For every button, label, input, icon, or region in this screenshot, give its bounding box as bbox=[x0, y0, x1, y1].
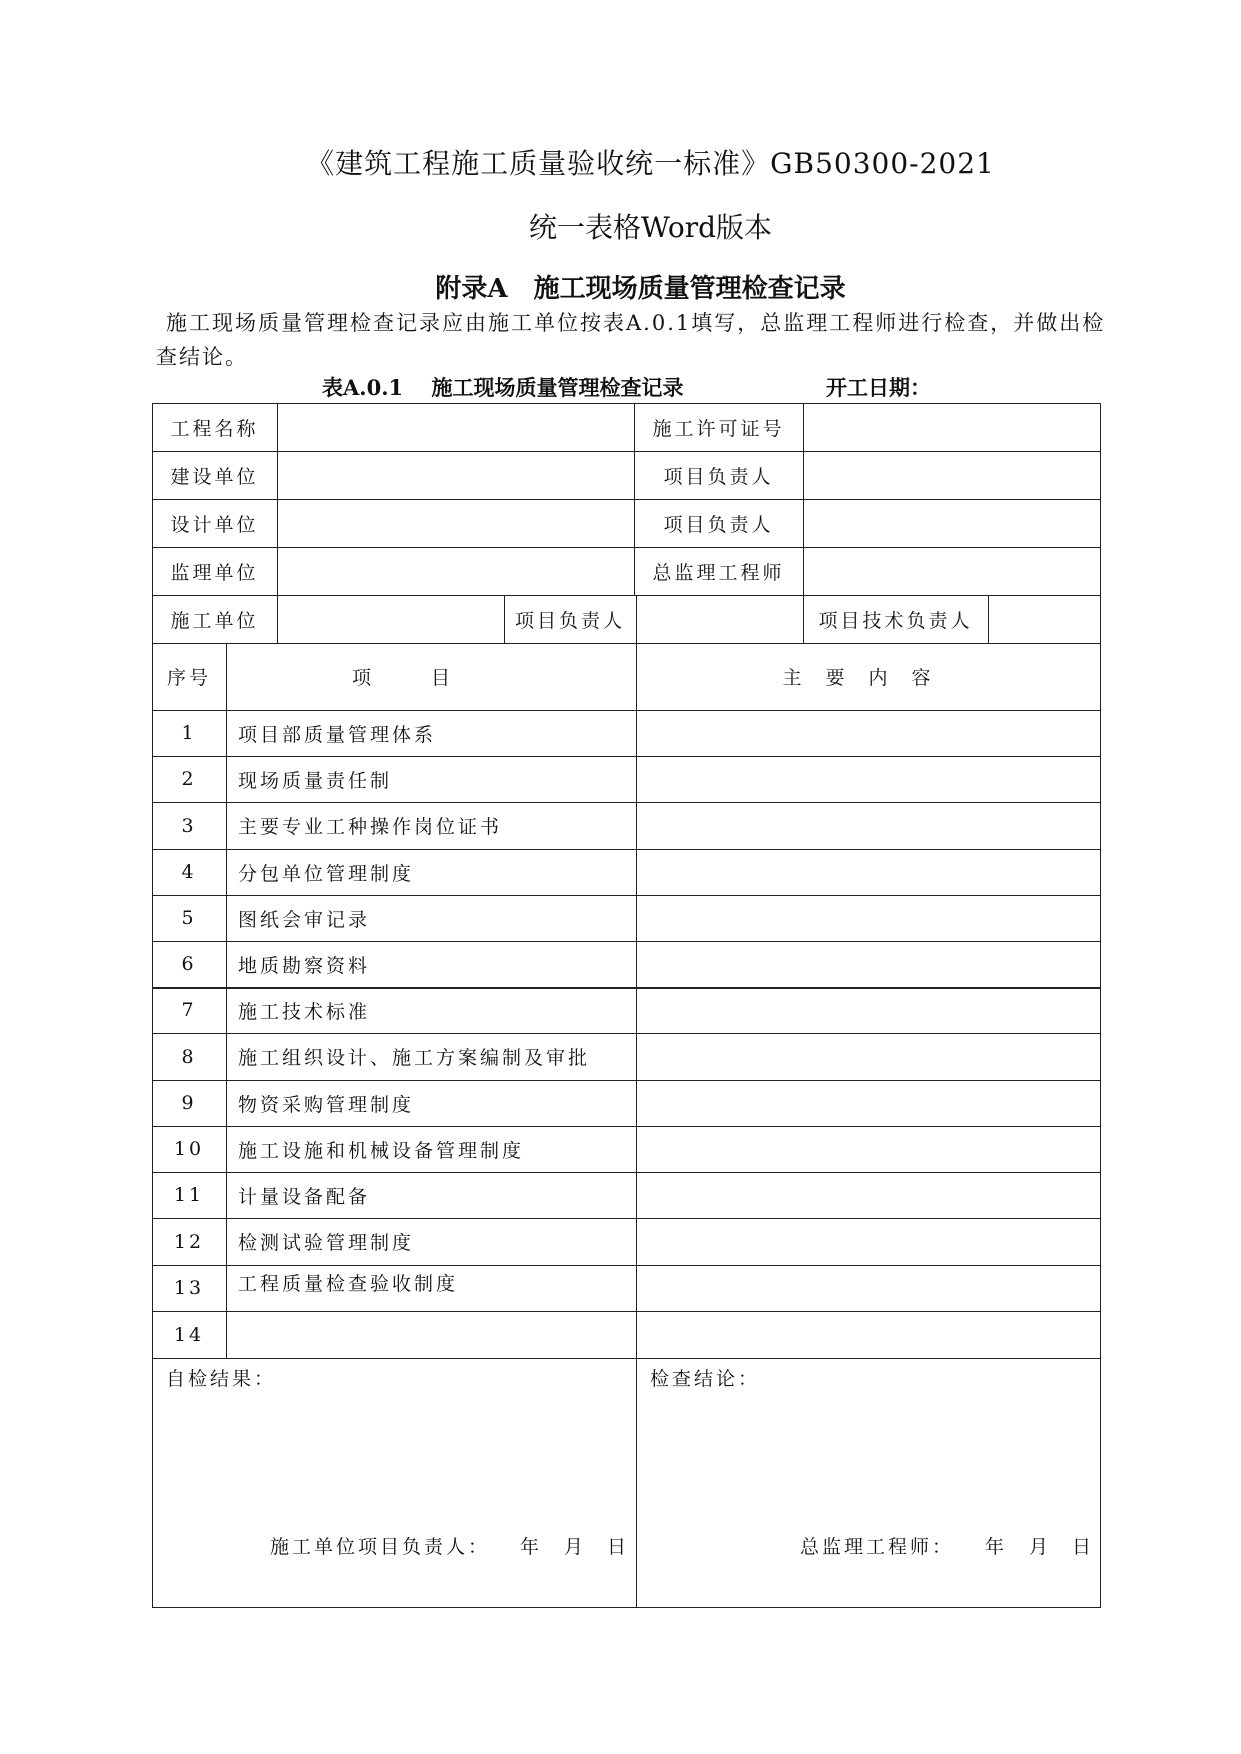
row-item: 计量设备配备 bbox=[238, 1185, 371, 1208]
label-construction-unit: 施工单位 bbox=[170, 609, 259, 632]
intro-paragraph: 施工现场质量管理检查记录应由施工单位按表A.0.1填写，总监理工程师进行检查，并做出检查结论。 bbox=[156, 311, 1106, 369]
row-no: 3 bbox=[181, 814, 197, 837]
col-header-no: 序号 bbox=[166, 667, 211, 689]
row-item: 现场质量责任制 bbox=[238, 769, 393, 792]
value-tech-lead[interactable] bbox=[988, 595, 1101, 643]
row-no: 11 bbox=[173, 1184, 205, 1206]
contractor-day: 日 bbox=[607, 1536, 630, 1558]
value-construction-unit[interactable] bbox=[277, 595, 504, 643]
row-item: 施工组织设计、施工方案编制及审批 bbox=[238, 1047, 591, 1069]
value-design-pm[interactable] bbox=[803, 499, 1101, 547]
row-no: 12 bbox=[173, 1230, 205, 1253]
row-item: 施工技术标准 bbox=[238, 1000, 371, 1023]
row-item: 物资采购管理制度 bbox=[238, 1093, 415, 1116]
row-content[interactable] bbox=[636, 802, 1101, 849]
row-no: 6 bbox=[181, 953, 197, 975]
label-design-unit: 设计单位 bbox=[170, 513, 259, 536]
row-no: 7 bbox=[181, 999, 197, 1021]
value-project-name[interactable] bbox=[277, 403, 634, 451]
col-header-item: 项目 bbox=[351, 667, 510, 689]
row-content[interactable] bbox=[636, 1126, 1101, 1172]
label-design-pm: 项目负责人 bbox=[663, 513, 774, 536]
row-item: 工程质量检查验收制度 bbox=[238, 1272, 459, 1295]
table-caption: 表A.0.1 施工现场质量管理检查记录 bbox=[322, 375, 684, 400]
row-content[interactable] bbox=[636, 849, 1101, 895]
self-check-label: 自检结果： bbox=[166, 1368, 277, 1390]
value-owner-unit[interactable] bbox=[277, 451, 634, 499]
row-item: 主要专业工种操作岗位证书 bbox=[238, 816, 503, 838]
conclusion-label: 检查结论： bbox=[650, 1368, 761, 1390]
col-header-content: 主要内容 bbox=[782, 667, 955, 689]
row-item: 地质勘察资料 bbox=[238, 954, 371, 977]
row-content[interactable] bbox=[636, 1265, 1101, 1311]
row-item: 分包单位管理制度 bbox=[238, 862, 415, 885]
document-title: 《建筑工程施工质量验收统一标准》GB50300-2021 bbox=[306, 147, 995, 180]
value-owner-pm[interactable] bbox=[803, 451, 1101, 499]
contractor-year: 年 bbox=[520, 1536, 543, 1558]
label-project-name: 工程名称 bbox=[170, 417, 259, 440]
row-no: 2 bbox=[181, 768, 197, 790]
label-permit-no: 施工许可证号 bbox=[652, 417, 785, 440]
appendix-title: 附录A 施工现场质量管理检查记录 bbox=[435, 274, 846, 304]
row-item: 检测试验管理制度 bbox=[238, 1232, 415, 1254]
value-supervision-unit[interactable] bbox=[277, 547, 634, 595]
row-item bbox=[226, 1311, 636, 1358]
label-tech-lead: 项目技术负责人 bbox=[818, 609, 973, 632]
row-content[interactable] bbox=[636, 941, 1101, 987]
chief-year: 年 bbox=[985, 1536, 1008, 1558]
row-no: 9 bbox=[181, 1092, 197, 1114]
row-no: 4 bbox=[181, 861, 197, 883]
row-item: 施工设施和机械设备管理制度 bbox=[238, 1139, 525, 1162]
label-construction-pm: 项目负责人 bbox=[514, 609, 625, 632]
row-content[interactable] bbox=[636, 1218, 1101, 1265]
row-item: 图纸会审记录 bbox=[238, 908, 371, 931]
chief-day: 日 bbox=[1072, 1536, 1095, 1558]
row-no: 14 bbox=[173, 1323, 205, 1346]
row-content[interactable] bbox=[636, 1033, 1101, 1080]
label-supervision-unit: 监理单位 bbox=[170, 561, 259, 584]
row-content[interactable] bbox=[636, 987, 1101, 1033]
row-no: 1 bbox=[181, 722, 197, 744]
label-chief-engineer: 总监理工程师 bbox=[652, 561, 785, 584]
row-item: 项目部质量管理体系 bbox=[238, 723, 437, 746]
value-construction-pm[interactable] bbox=[636, 595, 803, 643]
value-chief-engineer[interactable] bbox=[803, 547, 1101, 595]
value-design-unit[interactable] bbox=[277, 499, 634, 547]
label-owner-unit: 建设单位 bbox=[170, 465, 259, 488]
row-content[interactable] bbox=[636, 1311, 1101, 1358]
contractor-signature-label: 施工单位项目负责人： bbox=[270, 1536, 491, 1558]
row-no: 13 bbox=[173, 1277, 205, 1299]
row-content[interactable] bbox=[636, 1080, 1101, 1126]
row-content[interactable] bbox=[636, 1172, 1101, 1218]
row-content[interactable] bbox=[636, 895, 1101, 941]
contractor-month: 月 bbox=[564, 1536, 587, 1558]
row-content[interactable] bbox=[636, 710, 1101, 756]
row-no: 5 bbox=[181, 907, 197, 929]
row-content[interactable] bbox=[636, 756, 1101, 802]
row-no: 8 bbox=[181, 1045, 197, 1068]
document-subtitle: 统一表格Word版本 bbox=[528, 211, 773, 244]
chief-month: 月 bbox=[1029, 1536, 1052, 1558]
label-owner-pm: 项目负责人 bbox=[663, 465, 774, 488]
start-date-label: 开工日期： bbox=[826, 375, 931, 400]
value-permit-no[interactable] bbox=[803, 403, 1101, 451]
chief-signature-label: 总监理工程师： bbox=[800, 1536, 955, 1558]
row-no: 10 bbox=[173, 1138, 205, 1160]
